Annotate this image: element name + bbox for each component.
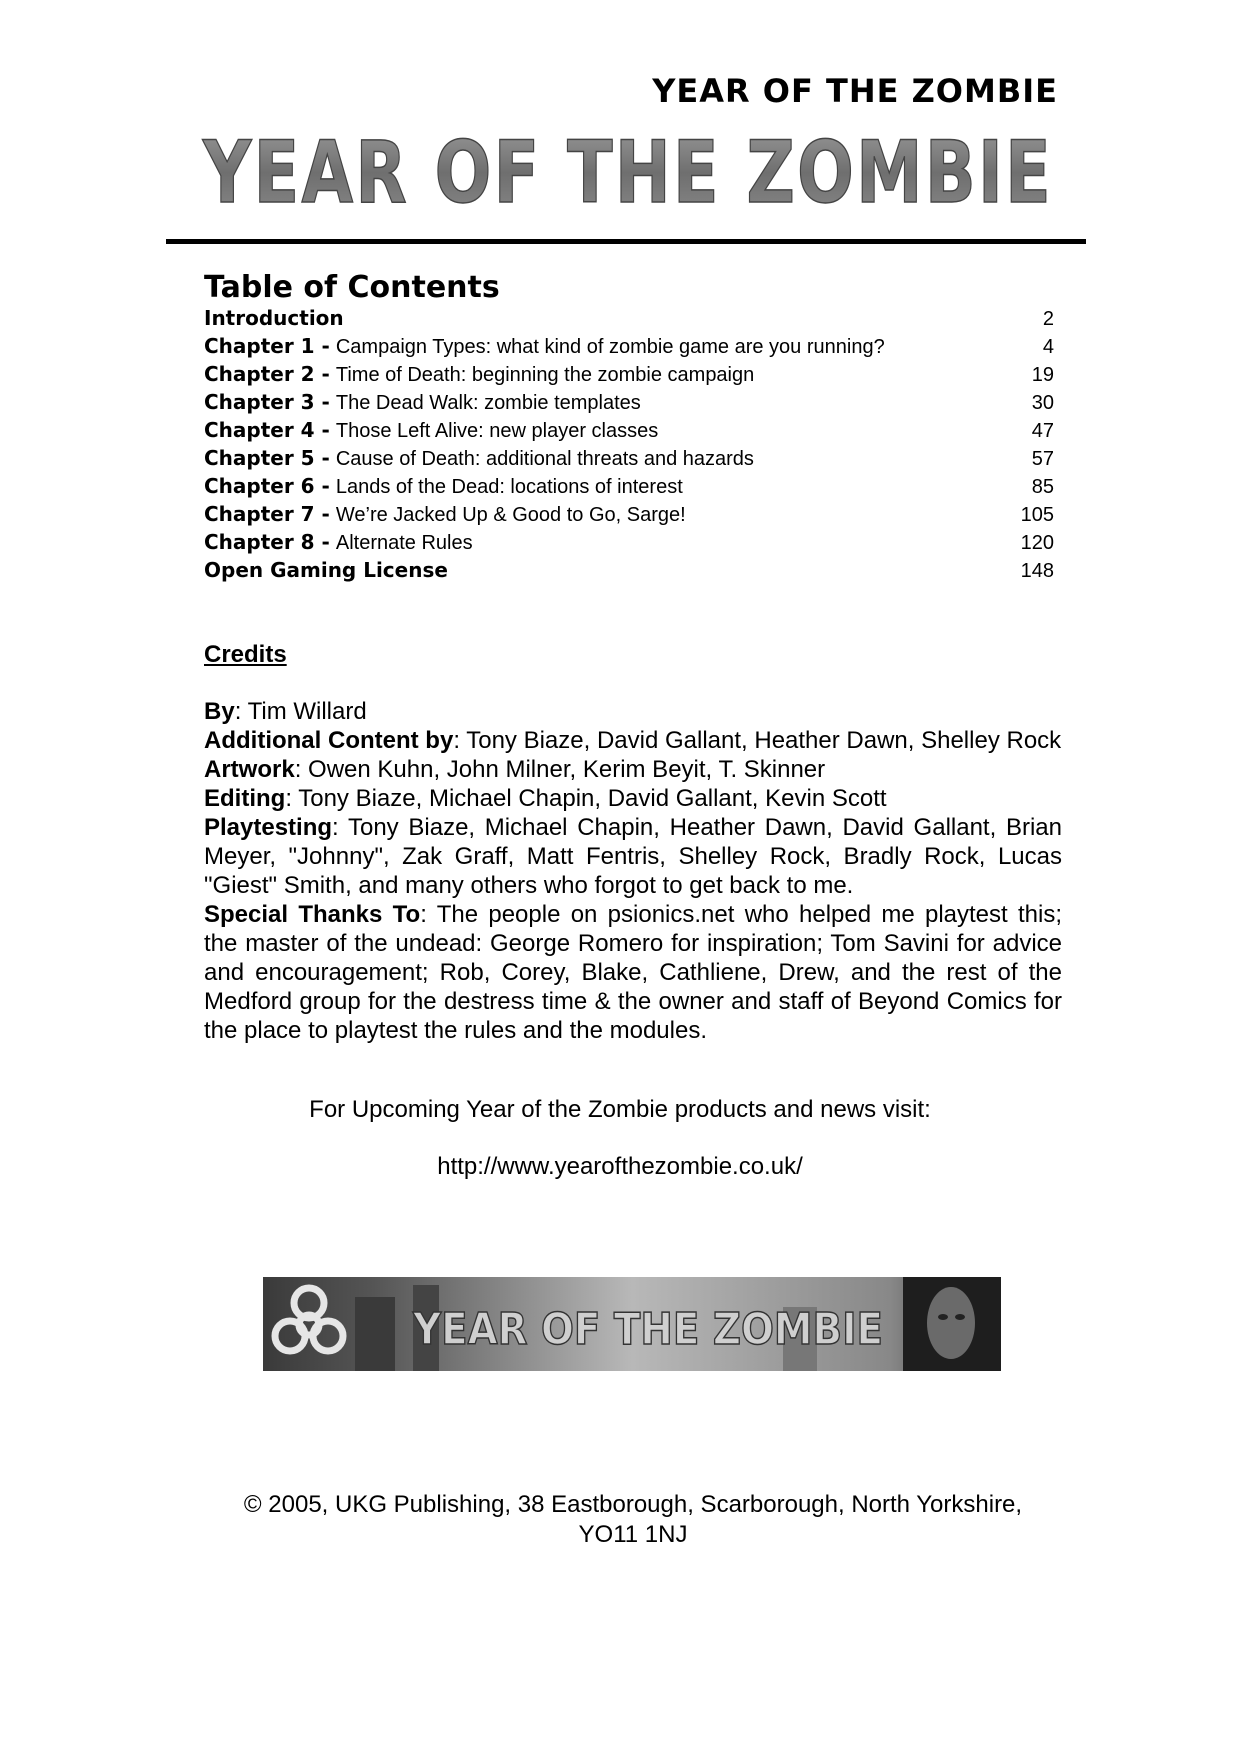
toc-entry-chapter-8	[204, 530, 1054, 558]
toc-entry-lead: Chapter 5 -	[204, 446, 330, 470]
copyright	[204, 1490, 1062, 1550]
credits-label: Playtesting	[204, 814, 333, 841]
toc-entry-text: Campaign Types: what kind of zombie game are you running?	[335, 336, 885, 358]
toc-entry-introduction	[204, 306, 1054, 334]
toc-entry-chapter-7	[204, 502, 1054, 530]
toc-entry-page: 47	[1031, 420, 1054, 442]
copyright-line-1: © 2005, UKG Publishing, 38 Eastborough, Scarborough, North Yorkshire,	[243, 1491, 1023, 1518]
credits-value: : Tim Willard	[234, 698, 367, 725]
credits-label: Special Thanks To	[204, 901, 421, 928]
toc-entry-lead: Chapter 6 -	[204, 474, 330, 498]
toc-entry-lead: Chapter 7 -	[204, 502, 330, 526]
toc-entry-page: 57	[1031, 448, 1054, 470]
credits-label: Artwork	[204, 756, 295, 783]
credits-artwork	[204, 755, 1062, 784]
toc-entry-lead: Chapter 3 -	[204, 390, 330, 414]
toc-entry-page: 30	[1031, 392, 1054, 414]
website-link[interactable]: http://www.yearofthezombie.co.uk/	[437, 1153, 803, 1180]
toc-entry-chapter-3	[204, 390, 1054, 418]
toc-entry-chapter-5	[204, 446, 1054, 474]
toc-entry-text: Alternate Rules	[335, 532, 473, 554]
toc-entry-chapter-1	[204, 334, 1054, 362]
banner-text: YEAR OF THE ZOMBIE	[412, 1304, 883, 1355]
toc-title: Table of Contents	[204, 270, 500, 305]
credits-block	[204, 697, 1062, 1045]
toc-entry-lead: Chapter 8 -	[204, 530, 330, 554]
copyright-line-2: YO11 1NJ	[578, 1521, 688, 1548]
toc-entry-page: 120	[1020, 532, 1054, 554]
credits-editing	[204, 784, 1062, 813]
credits-playtesting	[204, 813, 1062, 900]
toc-entry-page: 105	[1020, 504, 1054, 526]
toc-entry-page: 19	[1031, 364, 1054, 386]
header-small-title: YEAR OF THE ZOMBIE	[652, 72, 1058, 110]
header-logo	[198, 123, 1058, 223]
visit-text: For Upcoming Year of the Zombie products and news visit:	[309, 1096, 931, 1123]
credits-heading: Credits	[204, 641, 287, 668]
credits-value: : Tony Biaze, Michael Chapin, David Gallant, Kevin Scott	[285, 785, 887, 812]
header-logo-text: YEAR OF THE ZOMBIE	[202, 123, 1053, 223]
credits-value: : The people on psionics.net who helped me playtest this; the master of the undead: George Romero for inspiration; Tom Savini for advice and encouragement; Rob, Corey, Blake, Cathliene, Drew, and the rest of the Medford group for the destress time & the owner and staff of Beyond Comics for the place to playtest the rules and the modules.	[204, 901, 1062, 1044]
toc-entry-lead: Chapter 4 -	[204, 418, 330, 442]
toc-entry-page: 2	[1042, 308, 1054, 330]
credits-label: By	[204, 698, 235, 725]
toc-entry-chapter-6	[204, 474, 1054, 502]
toc-entry-lead: Chapter 1 -	[204, 334, 330, 358]
zombie-face-image	[927, 1287, 975, 1359]
credits-value: : Tony Biaze, Michael Chapin, Heather Dawn, David Gallant, Brian Meyer, "Johnny", Zak Graff, Matt Fentris, Shelley Rock, Bradly Rock, Lucas "Giest" Smith, and many others who forgot to get back to me.	[204, 814, 1062, 899]
credits-label: Additional Content by	[204, 727, 454, 754]
credits-by	[204, 697, 1062, 726]
toc-entry-text: Cause of Death: additional threats and hazards	[335, 448, 754, 470]
toc-entry-ogl	[204, 558, 1054, 586]
toc-entry-text: Lands of the Dead: locations of interest	[335, 476, 683, 498]
toc-entry-lead: Open Gaming License	[204, 558, 448, 582]
toc-entry-lead: Introduction	[204, 306, 344, 330]
credits-additional	[204, 726, 1062, 755]
toc-entry-text: Time of Death: beginning the zombie campaign	[335, 364, 755, 386]
toc-entry-page: 85	[1031, 476, 1054, 498]
credits-value: : Owen Kuhn, John Milner, Kerim Beyit, T. Skinner	[294, 756, 826, 783]
credits-thanks	[204, 900, 1062, 1045]
toc-entry-chapter-4	[204, 418, 1054, 446]
table-of-contents	[204, 306, 1054, 586]
toc-entry-page: 148	[1020, 560, 1054, 582]
header-divider	[166, 239, 1086, 244]
toc-entry-text: Those Left Alive: new player classes	[335, 420, 659, 442]
toc-entry-text: We’re Jacked Up & Good to Go, Sarge!	[335, 504, 686, 526]
toc-entry-lead: Chapter 2 -	[204, 362, 330, 386]
credits-label: Editing	[204, 785, 286, 812]
toc-entry-page: 4	[1042, 336, 1054, 358]
toc-entry-chapter-2	[204, 362, 1054, 390]
credits-value: : Tony Biaze, David Gallant, Heather Dawn, Shelley Rock	[453, 727, 1062, 754]
toc-entry-text: The Dead Walk: zombie templates	[335, 392, 641, 414]
banner-image	[263, 1277, 1001, 1371]
